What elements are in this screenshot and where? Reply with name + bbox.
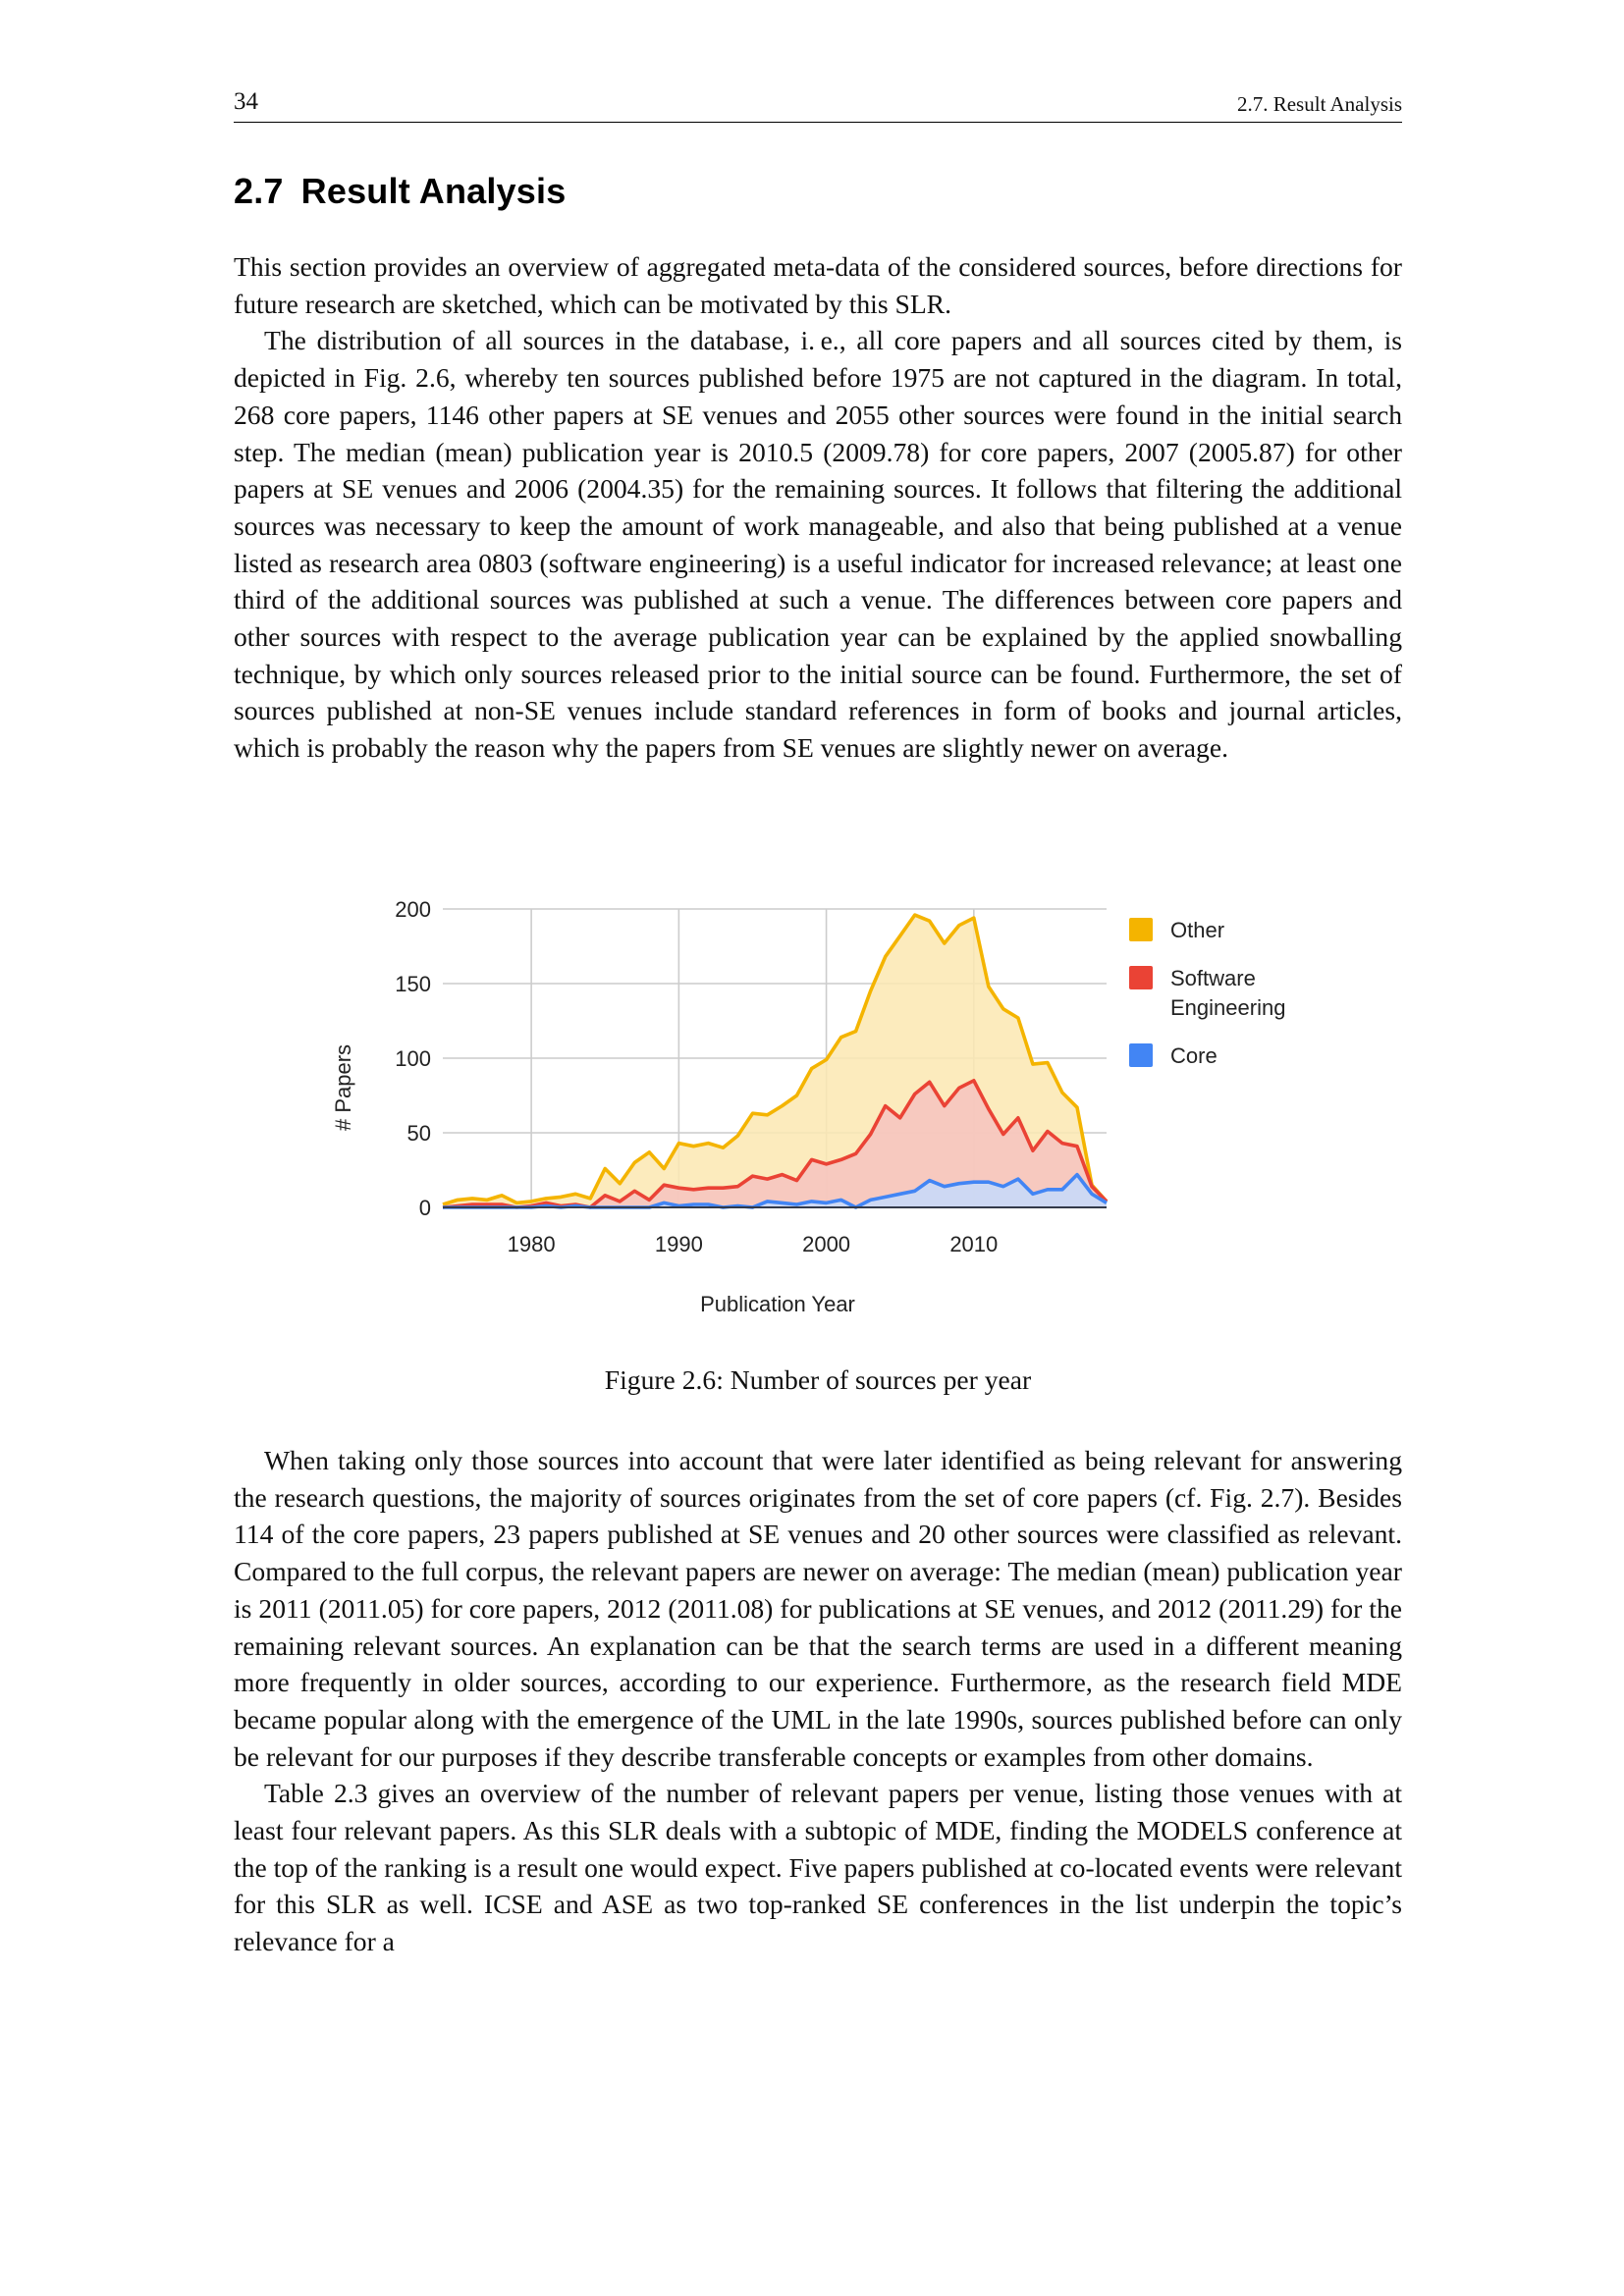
chart-legend [1129, 918, 1285, 1068]
y-tick-labels [395, 897, 431, 1220]
paragraph: Table 2.3 gives an overview of the number of relevant papers per venue, listing those venues with at least four relevant papers. As this SLR deals with a subtopic of MDE, finding the MODELS conference at the top of the ranking is a result one would expect. Five papers published at co-located events were relevant for this SLR as well. ICSE and ASE as two top-ranked SE conferences in the list underpin the topic’s relevance for a [234, 1778, 1402, 1957]
x-tick-label: 2000 [802, 1232, 851, 1256]
y-tick-label: 150 [395, 972, 431, 996]
legend-label-other: Other [1170, 918, 1225, 942]
x-tick-label: 1980 [507, 1232, 556, 1256]
chart-areas [443, 915, 1107, 1207]
running-section-title: 2.7. Result Analysis [1236, 92, 1402, 116]
paragraph: This section provides an overview of aggregated meta-data of the considered sources, before directions for future research are sketched, which can be motivated by this SLR. [234, 251, 1402, 319]
x-tick-labels [508, 1232, 999, 1256]
legend-swatch-core [1129, 1043, 1153, 1067]
section-number: 2.7 [234, 171, 284, 211]
text-block-after-figure [234, 1442, 1402, 1960]
paragraph: The distribution of all sources in the database, i. e., all core papers and all sources cited by them, is depicted in Fig. 2.6, whereby ten sources published before 1975 are not captured in the diagram. In total, 268 core papers, 1146 other papers at SE venues and 2055 other sources were found in the initial search step. The median (mean) publication year is 2010.5 (2009.78) for core papers, 2007 (2005.87) for other papers at SE venues and 2006 (2004.35) for the remaining sources. It follows that filtering the additional sources was necessary to keep the amount of work manageable, and also that being published at a venue listed as research area 0803 (software engineering) is a useful indicator for increased relevance; at least one third of the additional sources was published at such a venue. The differences between core papers and other sources with respect to the average publication year can be explained by the applied snowballing technique, by which only sources released prior to the initial source can be found. Furthermore, the set of sources published at non-SE venues include standard references in form of books and journal articles, which is probably the reason why the papers from SE venues are slightly newer on average. [234, 325, 1402, 764]
y-axis-label: # Papers [331, 1043, 355, 1132]
x-tick-label: 2010 [949, 1232, 999, 1256]
y-tick-label: 100 [395, 1046, 431, 1071]
paragraph: When taking only those sources into account that were later identified as being relevant for answering the research questions, the majority of sources originates from the set of core papers (cf. Fig. 2.7). Besides 114 of the core papers, 23 papers published at SE venues and 20 other sources were classified as relevant. Compared to the full corpus, the relevant papers are newer on average: The median (mean) publication year is 2011 (2011.05) for core papers, 2012 (2011.08) for publications at SE venues, and 2012 (2011.29) for the remaining relevant sources. An explanation can be that the search terms are used in a different meaning more frequently in older sources, according to our experience. Furthermore, as the research field MDE became popular along with the emergence of the UML in the late 1990s, sources published before can only be relevant for our purposes if they describe transferable concepts or examples from other domains. [234, 1445, 1402, 1772]
y-tick-label: 200 [395, 897, 431, 922]
y-tick-label: 50 [406, 1121, 431, 1146]
y-tick-label: 0 [418, 1196, 431, 1220]
figure-caption: Figure 2.6: Number of sources per year [604, 1364, 1032, 1395]
x-axis-label: Publication Year [700, 1292, 855, 1316]
legend-swatch-other [1129, 918, 1153, 941]
x-tick-label: 1990 [654, 1232, 703, 1256]
legend-label-software-engineering: Software Engineering [1170, 966, 1286, 1020]
legend-swatch-software-engineering [1129, 966, 1153, 989]
page-number: 34 [234, 88, 258, 115]
section-title: Result Analysis [300, 171, 567, 211]
legend-label-core: Core [1170, 1043, 1218, 1068]
